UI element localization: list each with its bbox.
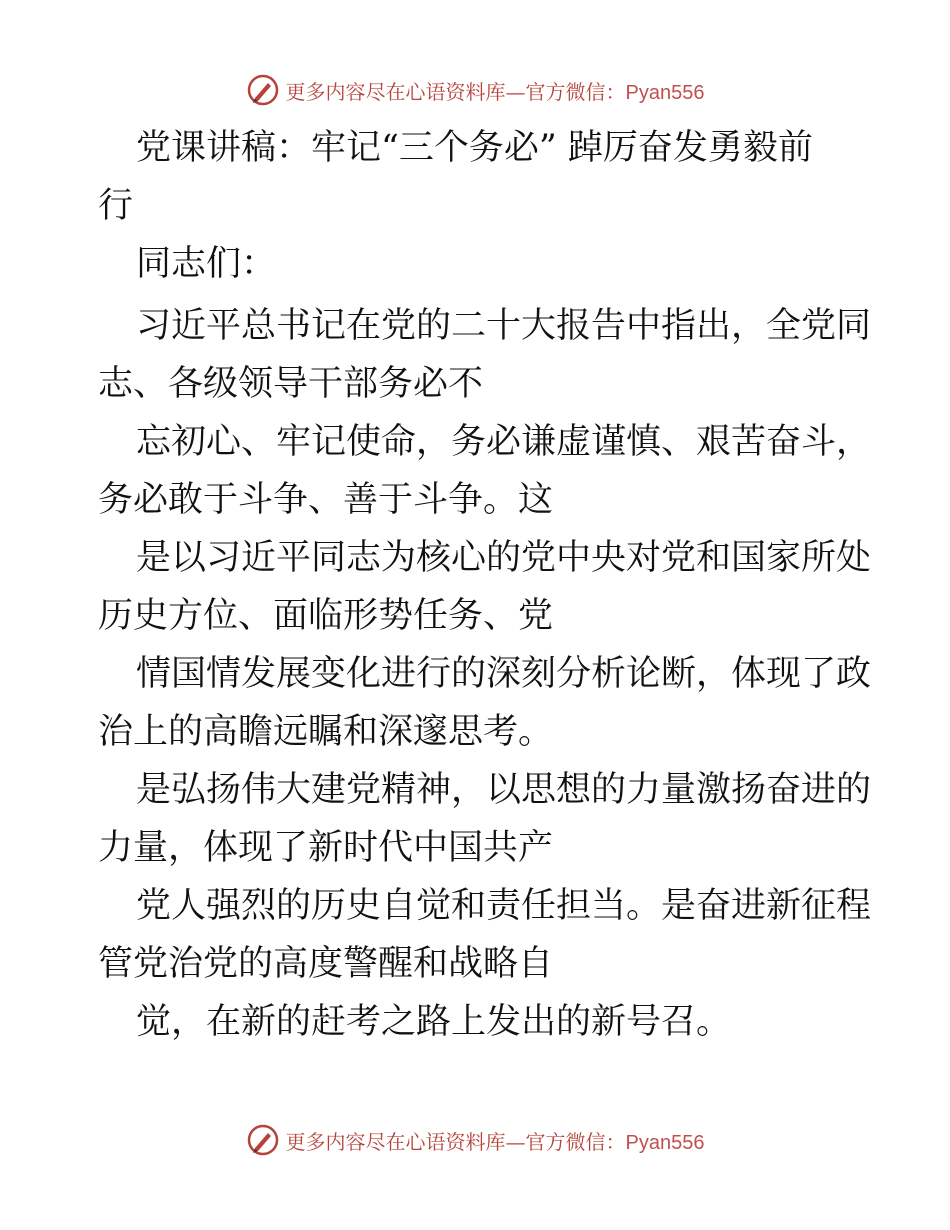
pen-logo-icon <box>246 1123 280 1157</box>
body-line: 习近平总书记在党的二十大报告中指出，全党同 <box>136 306 872 346</box>
body-line: 治上的高瞻远瞩和深邃思考。 <box>98 712 554 752</box>
watermark-text: 更多内容尽在心语资料库—官方微信：Pyan556 <box>285 1129 705 1154</box>
body-line: 忘初心、牢记使命，务必谦虚谨慎、艰苦奋斗， <box>136 422 872 462</box>
pen-logo-icon <box>246 73 280 107</box>
body-line: 务必敢于斗争、善于斗争。这 <box>98 480 554 520</box>
body-line: 是弘扬伟大建党精神，以思想的力量激扬奋进的 <box>136 770 872 810</box>
footer-watermark <box>0 1120 950 1160</box>
header-watermark <box>0 70 950 110</box>
watermark-wechat-id: Pyan556 <box>625 1131 705 1154</box>
body-line: 党人强烈的历史自觉和责任担当。是奋进新征程 <box>136 886 872 926</box>
body-line: 管党治党的高度警醒和战略自 <box>98 944 554 984</box>
body-line: 是以习近平同志为核心的党中央对党和国家所处 <box>136 538 872 578</box>
body-line: 情国情发展变化进行的深刻分析论断，体现了政 <box>136 654 872 694</box>
title-line-2: 行 <box>98 186 134 226</box>
salutation: 同志们： <box>136 244 277 284</box>
body-line: 志、各级领导干部务必不 <box>98 364 484 404</box>
title-line-1: 党课讲稿：牢记“三个务必” 踔厉奋发勇毅前 <box>136 128 813 168</box>
body-line: 力量，体现了新时代中国共产 <box>98 828 554 868</box>
watermark-wechat-id: Pyan556 <box>625 81 705 104</box>
watermark-text: 更多内容尽在心语资料库—官方微信：Pyan556 <box>285 79 705 104</box>
body-line: 觉，在新的赶考之路上发出的新号召。 <box>136 1002 732 1042</box>
body-line: 历史方位、面临形势任务、党 <box>98 596 554 636</box>
